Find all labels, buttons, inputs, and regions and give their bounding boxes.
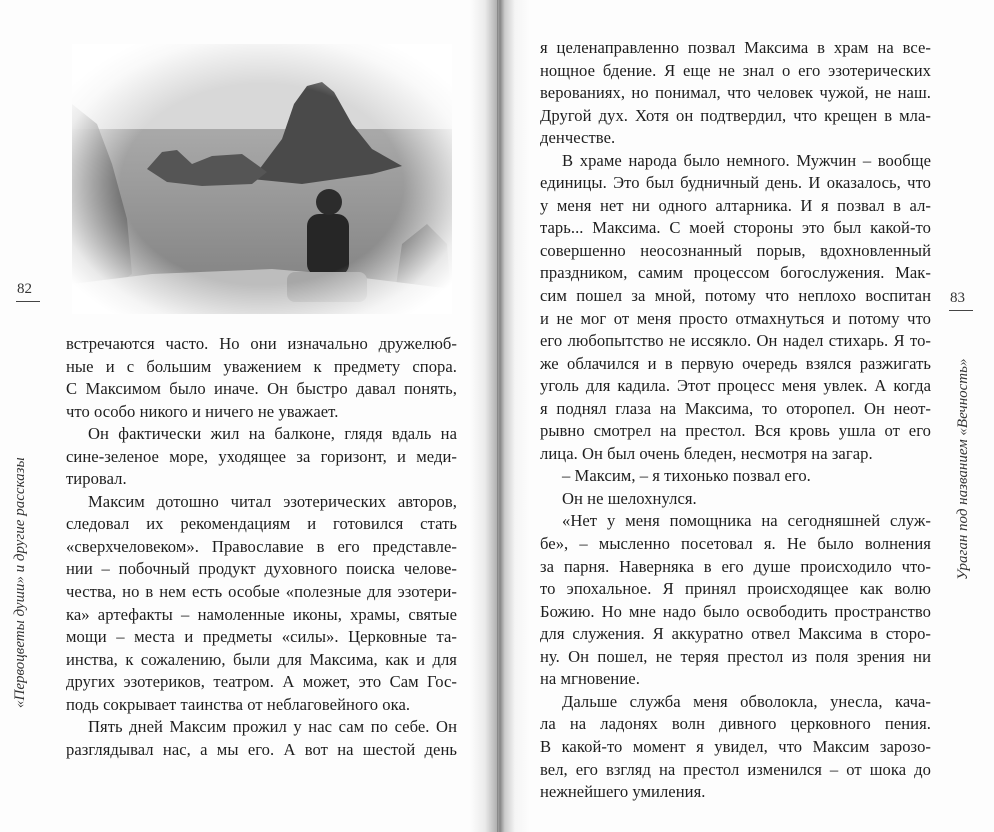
text-line: уголь для кадила. Этот процесс меня увлек. А когда — [540, 376, 931, 396]
folio-rule — [949, 310, 973, 311]
text-line: ла на ладонях волн дивного церковного пения. — [540, 714, 931, 734]
text-line: других эзотериков, театром. А может, это Сам Гос- — [66, 672, 457, 692]
running-title-left: «Первоцветы души» и другие рассказы — [12, 457, 28, 708]
text-line: бе», – мысленно посетовал я. Не было волнения — [540, 534, 931, 554]
left-page-text — [66, 333, 457, 761]
right-page-text — [540, 37, 931, 804]
text-line: нежнейшего умиления. — [540, 782, 706, 802]
text-line: единицы. Это был будничный день. И оказалось, что — [540, 173, 931, 193]
text-line: сине-зеленое море, уходящее за горизонт, и меди- — [66, 446, 457, 466]
book-gutter-line — [497, 0, 498, 832]
text-line: подь сокрывает таинства от неблаговейного ока. — [66, 694, 411, 714]
text-line: встречаются часто. Но они изначально дружелюб- — [66, 334, 457, 353]
text-line: у меня нет ни одного алтарника. И я позвал в ал- — [540, 195, 931, 215]
text-line: «сверхчеловеком». Православие в его представле- — [66, 536, 457, 556]
text-line: же облачился и в первую очередь взялся разжигать — [540, 353, 931, 373]
text-line: ну. Он пошел, не теряя престол из поля зрения ни — [540, 646, 931, 666]
text-line: вел, его взгляд на престол изменился – от шока до — [540, 759, 931, 779]
folio-rule — [16, 301, 40, 302]
text-line: нощное бдение. Я еще не знал о его эзотерических — [540, 60, 931, 80]
text-line: Дальше служба меня обволокла, унесла, кача- — [562, 691, 931, 711]
text-line: ные и с большим уважением к предмету спора. — [66, 356, 457, 376]
text-line: Он не шелохнулся. — [562, 488, 697, 508]
text-line: его любопытство не иссякло. Он надел стихарь. Я то- — [540, 331, 931, 351]
text-line: Божию. Но мне надо было освободить пространство — [540, 601, 931, 621]
text-line: тарь... Максима. С моей стороны это был какой-то — [540, 218, 931, 238]
text-line: лица. Он был очень бледен, несмотря на загар. — [540, 443, 873, 463]
text-line: что особо никого и ничего не уважает. — [66, 401, 339, 421]
text-line: праздником, самим процессом богослужения. Мак- — [540, 263, 931, 283]
running-title-right: Ураган под названием «Вечность» — [955, 358, 971, 580]
text-line: мощи – места и предметы «силы». Церковные та- — [66, 627, 457, 647]
text-line: В храме народа было немного. Мужчин – вообще — [562, 150, 931, 170]
photo-image — [72, 44, 452, 314]
text-line: и не мог от меня просто отмахнуться и потому что — [540, 308, 931, 328]
text-line: сим пошел за мной, потому что неплохо воспитан — [540, 286, 931, 306]
text-line: верованиях, но понимал, что человек чужой, не наш. — [540, 83, 931, 103]
text-line: для служения. Я аккуратно отвел Максима в сторо- — [540, 624, 931, 644]
text-line: за парня. Наверняка в его душе происходило что- — [540, 556, 931, 576]
text-line: инства, к сожалению, были для Максима, как и для — [66, 649, 457, 669]
text-line: то эпохальное. Я принял происходящее как волю — [540, 579, 931, 599]
text-line: разглядывал нас, а мы его. А вот на шестой день — [66, 739, 457, 759]
text-line: В какой-то момент я увидел, что Максим зарозо- — [540, 736, 931, 756]
right-page — [497, 0, 994, 832]
text-line: «Нет у меня помощника на сегодняшней служ- — [562, 511, 931, 531]
text-line: Он фактически жил на балконе, глядя вдаль на — [88, 424, 457, 444]
page-number-right: 83 — [950, 290, 965, 306]
text-line: совершенно неосознанный порыв, вдохновленный — [540, 240, 931, 260]
text-line: чества, но в нем есть особые «полезные для эзотери- — [66, 582, 457, 602]
text-line: нии – побочный продукт духовного поиска челове- — [66, 559, 457, 579]
text-line: денчестве. — [540, 128, 616, 148]
text-line: Максим дотошно читал эзотерических авторов, — [88, 491, 457, 511]
text-line: – Максим, – я тихонько позвал его. — [562, 466, 811, 486]
text-line: рывно смотрел на престол. Вся кровь ушла от его — [540, 421, 931, 441]
text-line: Пять дней Максим прожил у нас сам по себе. Он — [88, 717, 457, 737]
text-line: Другой дух. Хотя он подтвердил, что крещен в мла- — [540, 105, 931, 125]
text-line: следовал их рекомендациям и готовился стать — [66, 514, 457, 534]
text-line: я целенаправленно позвал Максима в храм на все- — [540, 38, 931, 57]
page-number-left: 82 — [17, 281, 32, 297]
book-spine-shadow — [470, 0, 530, 832]
text-line: на мгновение. — [540, 669, 640, 689]
text-line: ка» артефакты – намоленные иконы, храмы, святые — [66, 604, 457, 624]
text-line: С Максимом было иначе. Он быстро давал понять, — [66, 379, 457, 399]
text-line: я поднял глаза на Максима, то оторопел. Он неот- — [540, 398, 931, 418]
illustration-photo — [72, 44, 452, 314]
text-line: тировал. — [66, 469, 127, 489]
